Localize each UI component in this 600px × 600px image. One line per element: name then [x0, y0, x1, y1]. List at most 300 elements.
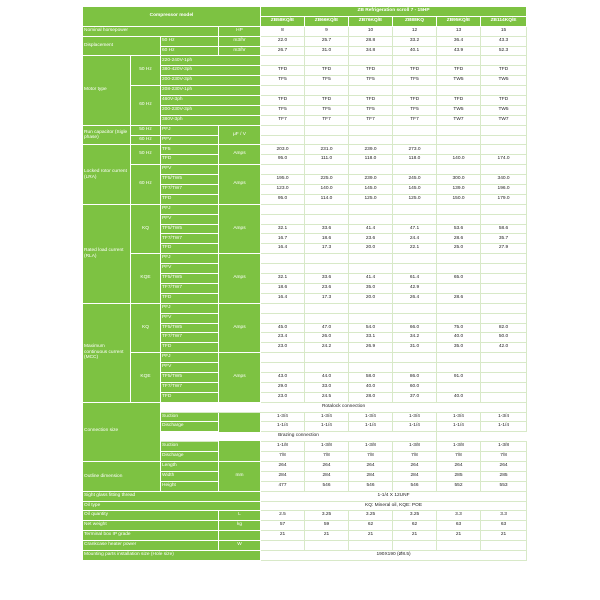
value-cell: 43.9: [437, 46, 481, 56]
run-capacitor-label: Run capacitor (Sigle phase): [83, 125, 131, 145]
mounting-label: Mounting parts installation size (Hole size): [83, 550, 261, 560]
value-cell: 21: [305, 531, 349, 541]
value-cell: 13: [437, 26, 481, 36]
value-cell: [393, 264, 437, 274]
value-cell: 273.0: [393, 145, 437, 155]
value-cell: [349, 363, 393, 373]
value-cell: 43.0: [261, 372, 305, 382]
type-label: PFJ: [161, 125, 219, 135]
displacement-label: Displacement: [83, 36, 161, 56]
ip-label: Terminal box IP grade: [83, 531, 219, 541]
motor-type-label: Motor type: [83, 56, 131, 125]
value-cell: [305, 165, 349, 175]
value-cell: [349, 264, 393, 274]
value-cell: 28.8: [349, 36, 393, 46]
type-label: PFV: [161, 363, 219, 373]
value-cell: 1-3/8: [481, 442, 527, 452]
value-cell: [305, 135, 349, 145]
value-cell: [349, 125, 393, 135]
unit-label: m3/hr: [219, 46, 261, 56]
table-row: [83, 204, 527, 214]
value-cell: TF5: [261, 76, 305, 86]
value-cell: [393, 165, 437, 175]
type-label: TFD: [161, 392, 219, 402]
value-cell: [349, 303, 393, 313]
model-name: ZB76KQ/E: [349, 16, 393, 26]
value-cell: 62: [393, 521, 437, 531]
unit-label: Amps: [219, 353, 261, 402]
value-cell: 45.0: [261, 323, 305, 333]
value-cell: 139.0: [437, 185, 481, 195]
freq-label: 60 Hz: [131, 86, 161, 126]
unit-label: Amps: [219, 254, 261, 303]
value-cell: 25.0: [437, 244, 481, 254]
nominal-hp-label: Nominal horsepower: [83, 26, 219, 36]
oil-type-label: Oil type: [83, 501, 261, 511]
value-cell: [349, 56, 393, 66]
value-cell: 33.1: [349, 333, 393, 343]
type-label: TF7/TW7: [161, 382, 219, 392]
value-cell: TF5: [349, 105, 393, 115]
value-cell: [437, 254, 481, 264]
value-cell: [261, 125, 305, 135]
type-label: TF5: [161, 145, 219, 155]
value-cell: 264: [261, 461, 305, 471]
value-cell: 264: [481, 461, 527, 471]
value-cell: [481, 363, 527, 373]
value-cell: 20.0: [349, 293, 393, 303]
value-cell: 16.7: [261, 234, 305, 244]
value-cell: [393, 303, 437, 313]
model-name: ZB114KQ/E: [481, 16, 527, 26]
value-cell: [437, 264, 481, 274]
value-cell: [261, 254, 305, 264]
value-cell: 145.0: [393, 185, 437, 195]
value-cell: 2.5: [261, 511, 305, 521]
value-cell: TF7: [349, 115, 393, 125]
value-cell: TFD: [481, 96, 527, 106]
value-cell: [261, 264, 305, 274]
value-cell: [261, 353, 305, 363]
value-cell: 95.0: [261, 194, 305, 204]
type-label: TF7/TW7: [161, 283, 219, 293]
value-cell: 3.25: [305, 511, 349, 521]
value-cell: 23.0: [261, 392, 305, 402]
value-cell: 59: [305, 521, 349, 531]
value-cell: [349, 541, 393, 551]
dimension-label: Height: [161, 481, 219, 491]
value-cell: 1-1/8: [261, 442, 305, 452]
value-cell: 33.2: [393, 36, 437, 46]
value-cell: 24.2: [305, 343, 349, 353]
oil_qty-label: Oil quantity: [83, 511, 219, 521]
table-row: [83, 511, 527, 521]
value-cell: [481, 274, 527, 284]
value-cell: [481, 353, 527, 363]
type-label: TF5/TW5: [161, 323, 219, 333]
table-row: [83, 135, 527, 145]
value-cell: [261, 313, 305, 323]
model-name: ZB88KQ: [393, 16, 437, 26]
value-cell: 50.0: [481, 333, 527, 343]
value-cell: 21: [437, 531, 481, 541]
value-cell: 145.0: [349, 185, 393, 195]
value-cell: 40.0: [349, 382, 393, 392]
model-name: ZB66KQ/E: [305, 16, 349, 26]
value-cell: 140.0: [437, 155, 481, 165]
value-cell: 264: [349, 461, 393, 471]
value-cell: 22.1: [393, 244, 437, 254]
group-label: KQ: [131, 303, 161, 352]
value-cell: [261, 303, 305, 313]
table-row: [83, 125, 527, 135]
value-cell: 546: [393, 481, 437, 491]
type-label: TF7/TW7: [161, 185, 219, 195]
type-label: TF5/TW5: [161, 274, 219, 284]
value-cell: 1-3/8: [437, 442, 481, 452]
value-cell: [393, 541, 437, 551]
value-cell: 3.25: [349, 511, 393, 521]
value-cell: 61.4: [393, 274, 437, 284]
value-cell: 66.0: [393, 323, 437, 333]
value-cell: [393, 353, 437, 363]
value-cell: 1-3/4: [261, 412, 305, 422]
value-cell: TF5: [393, 105, 437, 115]
value-cell: [481, 254, 527, 264]
value-cell: 86.0: [393, 372, 437, 382]
value-cell: [261, 204, 305, 214]
value-cell: [481, 145, 527, 155]
value-cell: 21: [393, 531, 437, 541]
voltage-label: 208-230V-1ph: [161, 86, 261, 96]
value-cell: [437, 204, 481, 214]
value-cell: 24.5: [305, 392, 349, 402]
freq-label: 50 Hz: [161, 36, 219, 46]
value-cell: 23.6: [349, 234, 393, 244]
table-row: [83, 491, 527, 501]
table-row: [83, 145, 527, 155]
value-cell: 53.6: [437, 224, 481, 234]
value-cell: 41.4: [349, 224, 393, 234]
value-cell: [437, 313, 481, 323]
value-cell: [437, 283, 481, 293]
conn-label: Suction: [161, 442, 219, 452]
value-cell: [437, 303, 481, 313]
type-label: TFD: [161, 343, 219, 353]
freq-label: 50 Hz: [131, 125, 161, 135]
value-cell: [305, 254, 349, 264]
value-cell: [481, 165, 527, 175]
unit-label: in: [219, 412, 261, 461]
value-cell: [305, 86, 349, 96]
freq-label: 60 Hz: [161, 46, 219, 56]
series-header: ZB Refrigeration scroll 7 - 15HP: [261, 7, 527, 17]
freq-label: 60 Hz: [131, 135, 161, 145]
freq-label: 60 Hz: [131, 165, 161, 205]
unit-label: m3/hr: [219, 36, 261, 46]
value-cell: 3.3: [481, 511, 527, 521]
value-cell: TFD: [349, 96, 393, 106]
value-cell: [437, 56, 481, 66]
value-cell: 477: [261, 481, 305, 491]
group-label: KQE: [131, 254, 161, 303]
value-cell: 35.0: [437, 343, 481, 353]
table-row: [83, 531, 527, 541]
type-label: TF5/TW5: [161, 175, 219, 185]
value-cell: 33.0: [305, 382, 349, 392]
value-cell: 1-3/4: [393, 412, 437, 422]
unit-label: μF / V: [219, 125, 261, 145]
value-cell: 29.0: [261, 382, 305, 392]
freq-label: 50 Hz: [131, 56, 161, 86]
value-cell: 231.0: [305, 145, 349, 155]
table-row: [83, 521, 527, 531]
value-cell: 546: [349, 481, 393, 491]
value-cell: TFD: [349, 66, 393, 76]
value-cell: TF5: [393, 76, 437, 86]
value-cell: 245.0: [393, 175, 437, 185]
value-cell: 40.0: [437, 392, 481, 402]
value-cell: [437, 541, 481, 551]
group-label: KQE: [131, 353, 161, 402]
unit-label: Amps: [219, 204, 261, 253]
connection-size-label: Connection size: [83, 402, 161, 461]
table-row: [83, 501, 527, 511]
value-cell: [481, 293, 527, 303]
unit-label: HP: [219, 26, 261, 36]
value-cell: 1-3/4: [305, 412, 349, 422]
freq-label: 50 Hz: [131, 145, 161, 165]
value-cell: 3.3: [437, 511, 481, 521]
value-cell: 33.6: [305, 224, 349, 234]
value-cell: TF5: [261, 105, 305, 115]
value-cell: 54.0: [349, 323, 393, 333]
type-label: TFD: [161, 155, 219, 165]
rla-label: Rated load current (RLA): [83, 204, 131, 303]
value-cell: 21: [261, 531, 305, 541]
value-cell: 17.3: [305, 293, 349, 303]
compressor-model-header: Compressor model: [83, 7, 261, 27]
value-cell: 58.0: [349, 372, 393, 382]
value-cell: TFD: [481, 66, 527, 76]
value-cell: [261, 135, 305, 145]
value-cell: 7/8: [481, 452, 527, 462]
voltage-label: 200-230V-3ph: [161, 76, 261, 86]
header-row: [83, 7, 527, 17]
value-cell: [305, 204, 349, 214]
value-cell: [437, 145, 481, 155]
type-label: PFV: [161, 165, 219, 175]
value-cell: [481, 392, 527, 402]
unit-label: Amps: [219, 145, 261, 165]
value-cell: 32.1: [261, 274, 305, 284]
value-cell: 41.4: [349, 274, 393, 284]
value-cell: 195.0: [261, 175, 305, 185]
table-row: [83, 402, 527, 412]
value-cell: TFD: [393, 66, 437, 76]
value-cell: 125.0: [349, 194, 393, 204]
value-cell: 36.4: [437, 36, 481, 46]
value-cell: [437, 214, 481, 224]
value-cell: 47.0: [305, 323, 349, 333]
value-cell: 10: [349, 26, 393, 36]
value-cell: 179.0: [481, 194, 527, 204]
value-cell: [481, 541, 527, 551]
value-cell: [481, 283, 527, 293]
type-label: TF5/TW5: [161, 224, 219, 234]
type-label: PFV: [161, 214, 219, 224]
value-cell: TF7: [261, 115, 305, 125]
value-cell: [305, 541, 349, 551]
value-cell: 1-1/4: [261, 422, 305, 432]
value-cell: 150.0: [437, 194, 481, 204]
value-cell: [349, 353, 393, 363]
table-row: [83, 541, 527, 551]
group-label: KQ: [131, 204, 161, 253]
dimension-label: Length: [161, 461, 219, 471]
dimension-label: Width: [161, 471, 219, 481]
value-cell: [481, 264, 527, 274]
value-cell: 196.0: [481, 185, 527, 195]
voltage-label: 380-420V-3ph: [161, 66, 261, 76]
value-cell: 123.0: [261, 185, 305, 195]
value-cell: 1-1/4: [437, 422, 481, 432]
value-cell: 114.0: [305, 194, 349, 204]
value-cell: TW5: [437, 76, 481, 86]
value-cell: 264: [437, 461, 481, 471]
value-cell: 118.0: [393, 155, 437, 165]
value-cell: 9: [305, 26, 349, 36]
conn-label: Discharge: [161, 452, 219, 462]
value-cell: 37.0: [393, 392, 437, 402]
type-label: TF5/TW5: [161, 372, 219, 382]
crankcase-label: Crankcase heater power: [83, 541, 219, 551]
value-cell: 25.7: [305, 36, 349, 46]
table-row: [83, 86, 527, 96]
value-cell: [261, 541, 305, 551]
value-cell: 35.7: [481, 234, 527, 244]
value-cell: [481, 125, 527, 135]
value-cell: 1-3/8: [393, 442, 437, 452]
value-cell: 75.0: [437, 323, 481, 333]
unit-label: kg: [219, 521, 261, 531]
value-cell: [305, 214, 349, 224]
unit-label: Amps: [219, 165, 261, 205]
table-row: [83, 56, 527, 66]
model-name: ZB95KQ/E: [437, 16, 481, 26]
type-label: TF7/TW7: [161, 333, 219, 343]
value-cell: 174.0: [481, 155, 527, 165]
type-label: TF7/TW7: [161, 234, 219, 244]
value-cell: TF5: [305, 76, 349, 86]
value-cell: 26.0: [305, 333, 349, 343]
value-cell: 1-1/4: [349, 422, 393, 432]
type-label: PFV: [161, 264, 219, 274]
value-cell: 1-3/8: [349, 442, 393, 452]
value-cell: [261, 165, 305, 175]
value-cell: 239.0: [349, 145, 393, 155]
type-label: PFJ: [161, 254, 219, 264]
value-cell: 7/8: [349, 452, 393, 462]
mounting-value: 190X190 (Ø8.5): [261, 550, 527, 560]
value-cell: 20.0: [349, 244, 393, 254]
value-cell: [393, 204, 437, 214]
value-cell: 16.4: [261, 293, 305, 303]
value-cell: 3.25: [393, 511, 437, 521]
value-cell: 35.0: [349, 283, 393, 293]
value-cell: [437, 125, 481, 135]
sight-glass-label: Sight glass fitting thread: [83, 491, 261, 501]
value-cell: [437, 363, 481, 373]
value-cell: 63: [437, 521, 481, 531]
value-cell: 1-3/8: [305, 442, 349, 452]
value-cell: 31.0: [393, 343, 437, 353]
value-cell: 26.4: [393, 293, 437, 303]
net_weight-label: Net weight: [83, 521, 219, 531]
value-cell: 1-3/4: [481, 412, 527, 422]
value-cell: 32.1: [261, 224, 305, 234]
value-cell: 12: [393, 26, 437, 36]
value-cell: [481, 56, 527, 66]
value-cell: 24.4: [393, 234, 437, 244]
value-cell: TW7: [481, 115, 527, 125]
value-cell: 21: [349, 531, 393, 541]
value-cell: [349, 313, 393, 323]
value-cell: 23.4: [261, 333, 305, 343]
value-cell: 26.9: [349, 343, 393, 353]
value-cell: 1-1/4: [305, 422, 349, 432]
table-row: [83, 550, 527, 560]
unit-label: mm: [219, 461, 261, 491]
value-cell: 1-1/4: [393, 422, 437, 432]
value-cell: [437, 135, 481, 145]
table-row: [83, 303, 527, 313]
value-cell: 7/8: [261, 452, 305, 462]
value-cell: TFD: [261, 66, 305, 76]
table-row: [83, 353, 527, 363]
value-cell: [393, 313, 437, 323]
value-cell: TFD: [261, 96, 305, 106]
value-cell: 225.0: [305, 175, 349, 185]
table-row: [83, 36, 527, 46]
rotalock-connection-caption: Rotalock connection: [161, 402, 527, 412]
value-cell: 23.0: [261, 343, 305, 353]
value-cell: 1-3/4: [437, 412, 481, 422]
value-cell: TFD: [437, 66, 481, 76]
value-cell: 203.0: [261, 145, 305, 155]
type-label: PFJ: [161, 303, 219, 313]
value-cell: [437, 382, 481, 392]
value-cell: 31.0: [305, 46, 349, 56]
value-cell: [305, 353, 349, 363]
value-cell: 95.0: [261, 155, 305, 165]
oil-type-value: KQ: Mineral oil, KQE: POE: [261, 501, 527, 511]
value-cell: 43.3: [481, 36, 527, 46]
value-cell: 7/8: [305, 452, 349, 462]
voltage-label: 460V-3ph: [161, 96, 261, 106]
value-cell: 18.6: [305, 234, 349, 244]
value-cell: [305, 303, 349, 313]
value-cell: 1-3/4: [349, 412, 393, 422]
value-cell: 44.0: [305, 372, 349, 382]
value-cell: 22.0: [261, 36, 305, 46]
value-cell: [349, 86, 393, 96]
value-cell: 284: [305, 471, 349, 481]
type-label: TFD: [161, 293, 219, 303]
brazing-connection-caption: Brazing connection: [161, 432, 437, 442]
value-cell: [261, 56, 305, 66]
value-cell: [393, 214, 437, 224]
